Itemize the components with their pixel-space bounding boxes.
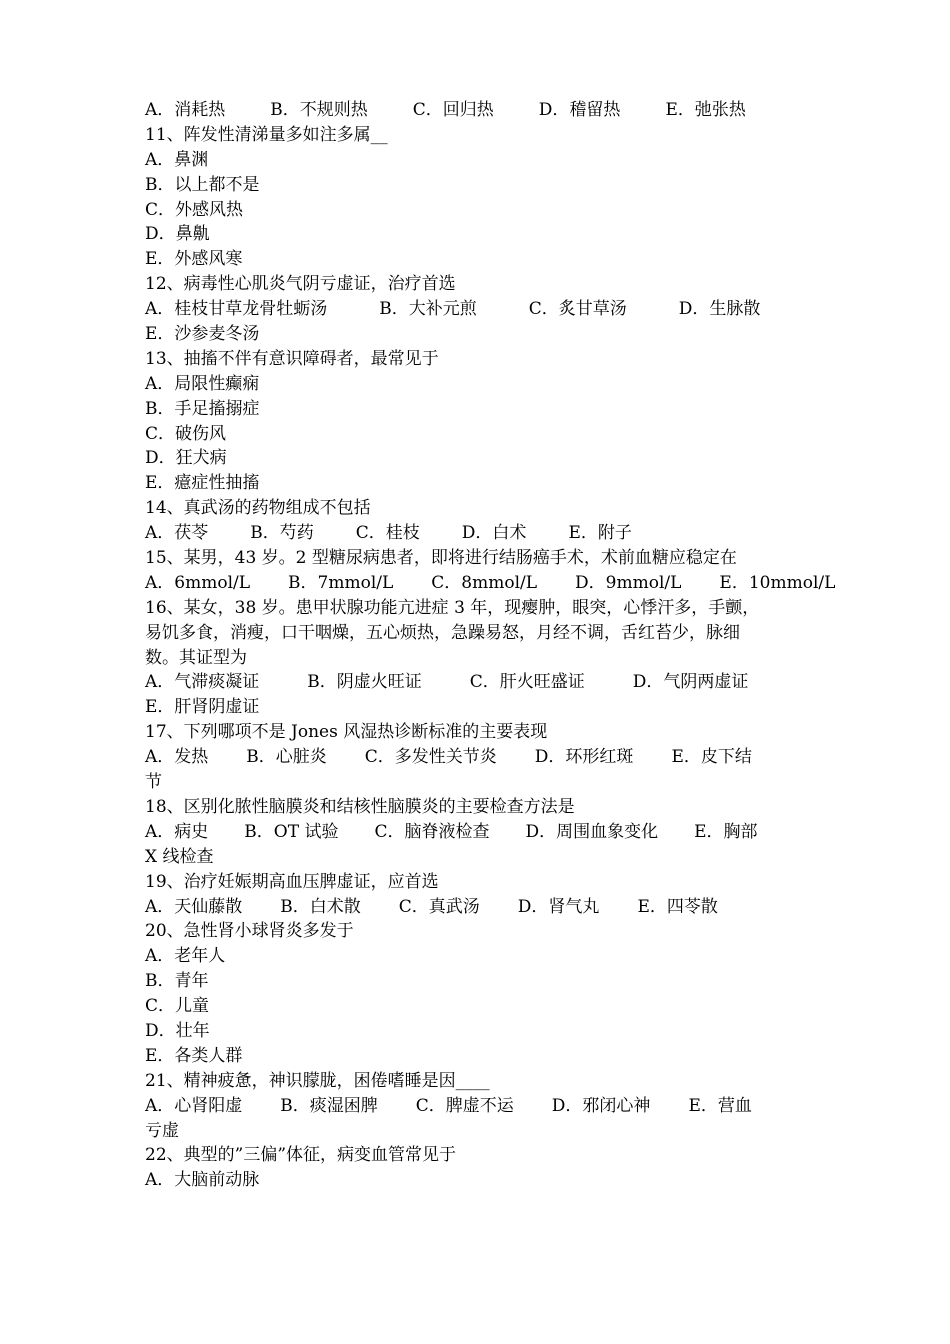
answer-option: B．阴虚火旺证	[307, 672, 422, 693]
answer-option: A．心肾阳虚	[145, 1095, 243, 1116]
answer-options-row	[145, 745, 815, 770]
answer-option: E．胸部	[694, 821, 758, 842]
question-stem: 18、区别化脓性脑膜炎和结核性脑膜炎的主要检查方法是	[145, 796, 575, 817]
answer-option: E．肝肾阴虚证	[145, 697, 260, 718]
question-stem: 11、阵发性清涕量多如注多属__	[145, 124, 388, 145]
answer-option: E．皮下结	[671, 747, 752, 768]
answer-options-row	[145, 297, 815, 322]
answer-option: C．肝火旺盛证	[469, 672, 585, 693]
answer-option: 易饥多食，消瘦，口干咽燥，五心烦热，急躁易怒，月经不调，舌红苔少，脉细	[145, 622, 740, 643]
answer-options-row	[145, 895, 815, 920]
question-stem: 13、抽搐不伴有意识障碍者，最常见于	[145, 348, 439, 369]
answer-option: C．外感风热	[145, 199, 244, 220]
question-stem: 15、某男，43 岁。2 型糖尿病患者，即将进行结肠癌手术，术前血糖应稳定在	[145, 548, 737, 569]
question-stem: 19、治疗妊娠期高血压脾虚证，应首选	[145, 871, 439, 892]
answer-option: A．气滞痰凝证	[145, 672, 260, 693]
answer-options-row	[145, 98, 815, 123]
answer-option: E．弛张热	[665, 100, 746, 120]
answer-option: 节	[145, 772, 162, 793]
answer-option: X 线检查	[145, 846, 214, 867]
answer-option: B．7mmol/L	[288, 572, 394, 593]
answer-option: A．病史	[145, 821, 209, 842]
answer-option: D．白术	[461, 523, 527, 544]
answer-option: C．多发性关节炎	[364, 747, 497, 768]
answer-option: A．老年人	[145, 946, 226, 967]
answer-option: D．环形红斑	[534, 747, 634, 768]
question-stem: 16、某女，38 岁。患甲状腺功能亢进症 3 年，现瘿肿，眼突，心悸汗多，手颤，	[145, 597, 760, 618]
answer-option: D．周围血象变化	[525, 821, 659, 842]
answer-option: A．茯苓	[145, 523, 209, 544]
answer-option: A．鼻渊	[145, 149, 209, 170]
answer-option: C．桂枝	[355, 523, 420, 544]
answer-option: D．鼻鼽	[145, 224, 210, 245]
answer-option: E．营血	[688, 1095, 752, 1116]
question-stem: 21、精神疲惫，神识朦胧，困倦嗜睡是因____	[145, 1070, 490, 1091]
answer-option: B．青年	[145, 971, 209, 992]
answer-options-row	[145, 1094, 815, 1119]
answer-option: E．10mmol/L	[719, 572, 836, 593]
answer-option: B．心脏炎	[246, 747, 327, 768]
answer-option: B．芍药	[250, 523, 314, 544]
question-stem: 12、病毒性心肌炎气阴亏虚证，治疗首选	[145, 274, 456, 295]
answer-option: D．肾气丸	[517, 896, 600, 917]
answer-option: E．四苓散	[637, 896, 718, 917]
answer-option: B．以上都不是	[145, 174, 260, 195]
answer-options-row	[145, 571, 836, 596]
question-stem: 14、真武汤的药物组成不包括	[145, 498, 371, 519]
answer-option: C．8mmol/L	[431, 572, 538, 593]
answer-option: D．生脉散	[678, 299, 761, 320]
answer-option: D．9mmol/L	[575, 572, 682, 593]
answer-option: 亏虚	[145, 1120, 179, 1141]
answer-options-row	[145, 820, 815, 845]
answer-option: E．沙参麦冬汤	[145, 324, 260, 345]
answer-option: D．邪闭心神	[551, 1095, 651, 1116]
question-list	[145, 98, 836, 1193]
answer-option: 数。其证型为	[145, 647, 247, 668]
answer-option: C．破伤风	[145, 423, 227, 444]
answer-option: B．白术散	[280, 896, 361, 917]
answer-option: D．稽留热	[538, 100, 621, 120]
answer-option: D．狂犬病	[145, 448, 227, 469]
question-stem: 22、典型的”三偏”体征，病变血管常见于	[145, 1145, 457, 1166]
answer-option: E．外感风寒	[145, 249, 243, 270]
answer-option: D．壮年	[145, 1020, 210, 1041]
answer-option: B．痰湿困脾	[280, 1095, 378, 1116]
answer-option: A．天仙藤散	[145, 896, 243, 917]
answer-option: A．局限性癫痫	[145, 373, 260, 394]
answer-option: B．手足搐搦症	[145, 398, 260, 419]
answer-option: A．大脑前动脉	[145, 1170, 260, 1191]
answer-options-row	[145, 521, 815, 546]
answer-option: A．消耗热	[145, 100, 226, 120]
answer-option: D．气阴两虚证	[632, 672, 749, 693]
answer-option: C．脑脊液检查	[374, 821, 490, 842]
answer-option: A．6mmol/L	[145, 572, 251, 593]
answer-option: C．儿童	[145, 996, 210, 1017]
answer-option: C．炙甘草汤	[528, 299, 627, 320]
answer-option: A．发热	[145, 747, 209, 768]
answer-option: E．附子	[568, 523, 632, 544]
answer-option: E．癔症性抽搐	[145, 473, 260, 494]
answer-option: C．回归热	[412, 100, 494, 120]
answer-option: E．各类人群	[145, 1045, 243, 1066]
question-stem: 17、下列哪项不是 Jones 风湿热诊断标准的主要表现	[145, 722, 548, 743]
answer-option: B．不规则热	[270, 100, 368, 120]
answer-option: C．真武汤	[398, 896, 480, 917]
answer-option: C．脾虚不运	[415, 1095, 514, 1116]
answer-options-row	[145, 670, 815, 695]
answer-option: B．OT 试验	[244, 821, 339, 842]
answer-option: B．大补元煎	[379, 299, 477, 320]
answer-option: A．桂枝甘草龙骨牡蛎汤	[145, 299, 328, 320]
question-stem: 20、急性肾小球肾炎多发于	[145, 921, 354, 942]
